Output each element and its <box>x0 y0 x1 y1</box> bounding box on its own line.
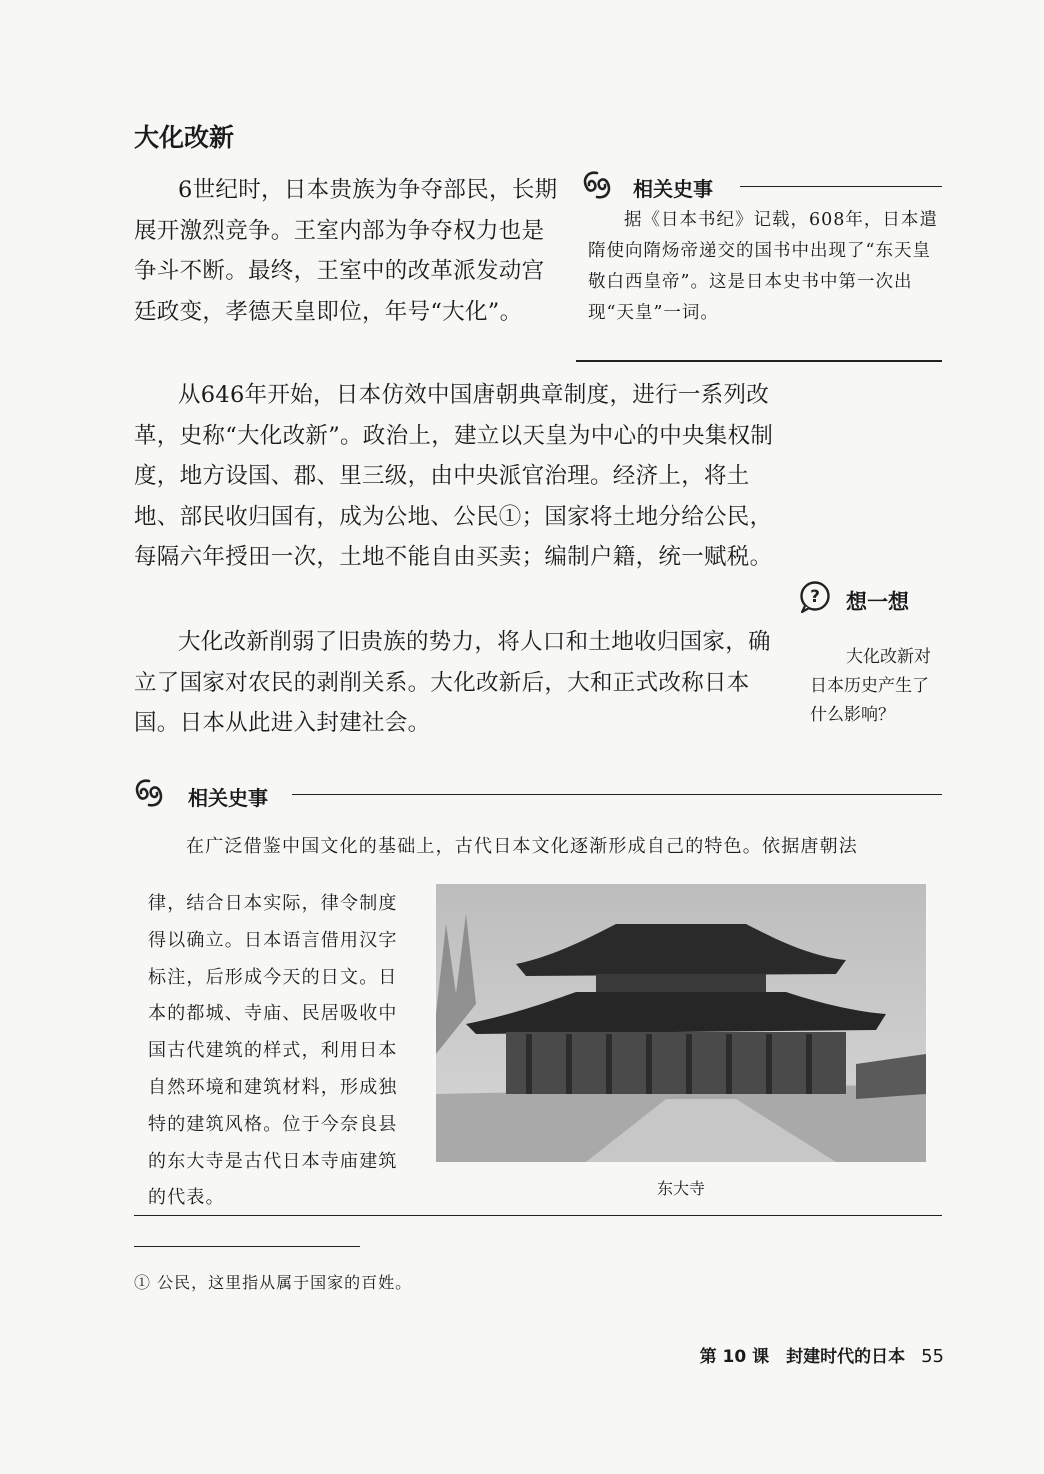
section-heading: 大化改新 <box>134 123 235 152</box>
sidebox-title: 相关史事 <box>633 177 713 201</box>
question-icon <box>798 580 832 614</box>
page-number: 55 <box>921 1346 944 1367</box>
sidebox-bottom-rule <box>576 360 942 362</box>
todaiji-photo <box>436 884 926 1162</box>
sidebox-intro: 在广泛借鉴中国文化的基础上，古代日本文化逐渐形成自己的特色。依据唐朝法 <box>186 836 858 857</box>
sidebox-continuation: 律，结合日本实际，律令制度得以确立。日本语言借用汉字标注，后形成今天的日文。日本的都城、寺庙、民居吸收中国古代建筑的样式，利用日本自然环境和建筑材料，形成独特的建筑风格。位于今奈良县的东大寺是古代日本寺庙建筑的代表。 <box>148 893 398 1209</box>
paragraph-1: 6世纪时，日本贵族为争夺部民，长期展开激烈竞争。王室内部为争夺权力也是争斗不断。最终，王室中的改革派发动宫廷政变，孝德天皇即位，年号“大化”。 <box>134 177 558 325</box>
footnote-rule <box>134 1246 360 1247</box>
sidebox-text: 据《日本书纪》记载，608年，日本遣隋使向隋炀帝递交的国书中出现了“东天皇敬白西皇帝”。这是日本史书中第一次出现“天皇”一词。 <box>588 210 938 323</box>
photo-caption: 东大寺 <box>656 1179 705 1198</box>
sidebox-title-rule <box>292 794 942 795</box>
sidebox-title-rule <box>740 186 942 187</box>
lesson-title: 第 10 课 封建时代的日本 <box>699 1347 906 1367</box>
footnote: ① 公民，这里指从属于国家的百姓。 <box>134 1273 413 1292</box>
page-footer <box>700 1342 944 1367</box>
think-title: 想一想 <box>846 590 909 614</box>
related-history-icon <box>580 168 614 202</box>
sidebox-bottom-rule <box>134 1215 942 1216</box>
think-question: 大化改新对日本历史产生了什么影响？ <box>810 647 931 725</box>
svg-text:?: ? <box>810 587 820 607</box>
think-text <box>810 643 940 730</box>
sidebox-title: 相关史事 <box>188 786 268 810</box>
related-history-icon <box>132 776 166 810</box>
paragraph-2: 从646年开始，日本仿效中国唐朝典章制度，进行一系列改革，史称“大化改新”。政治上，建立以天皇为中心的中央集权制度，地方设国、郡、里三级，由中央派官治理。经济上，将土地、部民收归国有，成为公地、公民①；国家将土地分给公民，每隔六年授田一次，土地不能自由买卖；编制户籍，统一赋税。 <box>134 382 774 571</box>
paragraph-3: 大化改新削弱了旧贵族的势力，将人口和土地收归国家，确立了国家对农民的剥削关系。大化改新后，大和正式改称日本国。日本从此进入封建社会。 <box>134 629 771 737</box>
